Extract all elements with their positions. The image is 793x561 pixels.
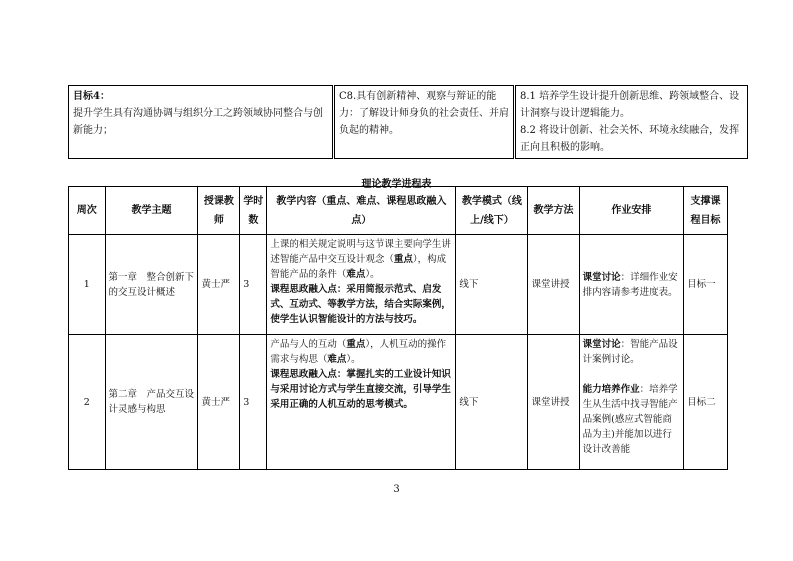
header-topic: 教学主题 bbox=[105, 187, 198, 235]
header-week: 周次 bbox=[69, 187, 106, 235]
content-part: ）。 bbox=[346, 354, 361, 365]
header-content: 教学内容（重点、难点、课程思政融入点） bbox=[267, 187, 456, 235]
content-emphasis: 重点 bbox=[393, 254, 413, 265]
theory-schedule-table bbox=[68, 186, 728, 470]
header-homework: 作业安排 bbox=[579, 187, 683, 235]
row-content bbox=[267, 235, 456, 335]
row-teacher: 黄士严 bbox=[198, 235, 240, 335]
row-mode: 线下 bbox=[456, 235, 528, 335]
header-method: 教学方法 bbox=[528, 187, 579, 235]
row-goal: 目标一 bbox=[684, 235, 728, 335]
homework-label: 课堂讨论 bbox=[582, 271, 621, 283]
table-caption: 理论教学进程表 bbox=[361, 179, 432, 190]
row-goal: 目标二 bbox=[684, 335, 728, 470]
content-emphasis: 重点 bbox=[346, 339, 366, 350]
row-hours: 3 bbox=[240, 235, 267, 335]
row-content bbox=[267, 335, 456, 470]
c8-cell: C8.具有创新精神、观察与辩证的能力：了解设计师身负的社会责任、并肩负起的精神。 bbox=[334, 86, 515, 159]
row-hours: 3 bbox=[240, 335, 267, 470]
row-topic: 第二章 产品交互设计灵感与构思 bbox=[105, 335, 198, 470]
row-teacher: 黄士严 bbox=[198, 335, 240, 470]
indicator-cell bbox=[515, 86, 748, 159]
row-homework bbox=[579, 235, 683, 335]
row-method: 课堂讲授 bbox=[528, 335, 579, 470]
homework-label: 课堂讨论 bbox=[582, 339, 621, 350]
indicator-8-1: 8.1 培养学生设计提升创新思维、跨领域整合、设计洞察与设计逻辑能力。 bbox=[520, 91, 740, 119]
homework-item bbox=[583, 337, 680, 367]
header-teacher: 授课教师 bbox=[198, 187, 240, 235]
ideology-point: 课程思政融入点：掌握扎实的工业设计知识与采用讨论方式与学生直接交流，引导学生采用正确的人机互动的思考模式。 bbox=[270, 369, 451, 410]
table-row bbox=[69, 335, 728, 470]
content-part: ）。 bbox=[365, 269, 380, 280]
content-text bbox=[270, 337, 452, 367]
row-mode: 线下 bbox=[456, 335, 528, 470]
homework-text: ：培养学生从生活中找寻智能产品案例(感应式智能商品为主)并能加以进行设计改善能 bbox=[582, 384, 678, 455]
table-row bbox=[69, 235, 728, 335]
homework-item bbox=[583, 382, 680, 457]
row-topic: 第一章 整合创新下的交互设计概述 bbox=[105, 235, 198, 335]
goal-title: 目标4： bbox=[73, 91, 110, 102]
content-part: ），构成智能产品的条件（ bbox=[270, 254, 447, 280]
row-homework bbox=[579, 335, 683, 470]
header-hours: 学时数 bbox=[240, 187, 267, 235]
goal-description: 提升学生具有沟通协调与组织分工之跨领域协同整合与创新能力； bbox=[73, 108, 323, 136]
homework-text: ：详细作业安排内容请参考进度表。 bbox=[582, 271, 678, 298]
row-week: 2 bbox=[69, 335, 106, 470]
content-emphasis: 难点 bbox=[346, 269, 366, 280]
content-part: ），人机互动的操作需求与构思（ bbox=[270, 339, 447, 365]
page-number: 3 bbox=[393, 484, 400, 495]
content-text bbox=[270, 237, 452, 282]
indicator-8-2: 8.2 将设计创新、社会关怀、环境永续融合，发挥正向且积极的影响。 bbox=[520, 125, 740, 153]
header-mode: 教学模式（线上/线下） bbox=[456, 187, 528, 235]
goal-4-cell bbox=[69, 86, 334, 159]
content-emphasis: 难点 bbox=[327, 354, 347, 365]
row-method: 课堂讲授 bbox=[528, 235, 579, 335]
homework-text: ：智能产品设计案例讨论。 bbox=[582, 339, 678, 365]
ideology-point: 课程思政融入点：采用简报示范式、启发式、互动式、等教学方法，结合实际案例，使学生认识智能设计的方法与技巧。 bbox=[270, 284, 451, 325]
header-goal: 支撑课程目标 bbox=[684, 187, 728, 235]
homework-label: 能力培养作业 bbox=[582, 384, 640, 395]
content-part: 产品与人的互动（ bbox=[270, 339, 347, 350]
content-part: 上课的相关规定说明与这节课主要向学生讲述智能产品中交互设计观念（ bbox=[270, 239, 451, 265]
course-goal-table bbox=[68, 85, 748, 159]
row-week: 1 bbox=[69, 235, 106, 335]
header-row bbox=[69, 187, 728, 235]
